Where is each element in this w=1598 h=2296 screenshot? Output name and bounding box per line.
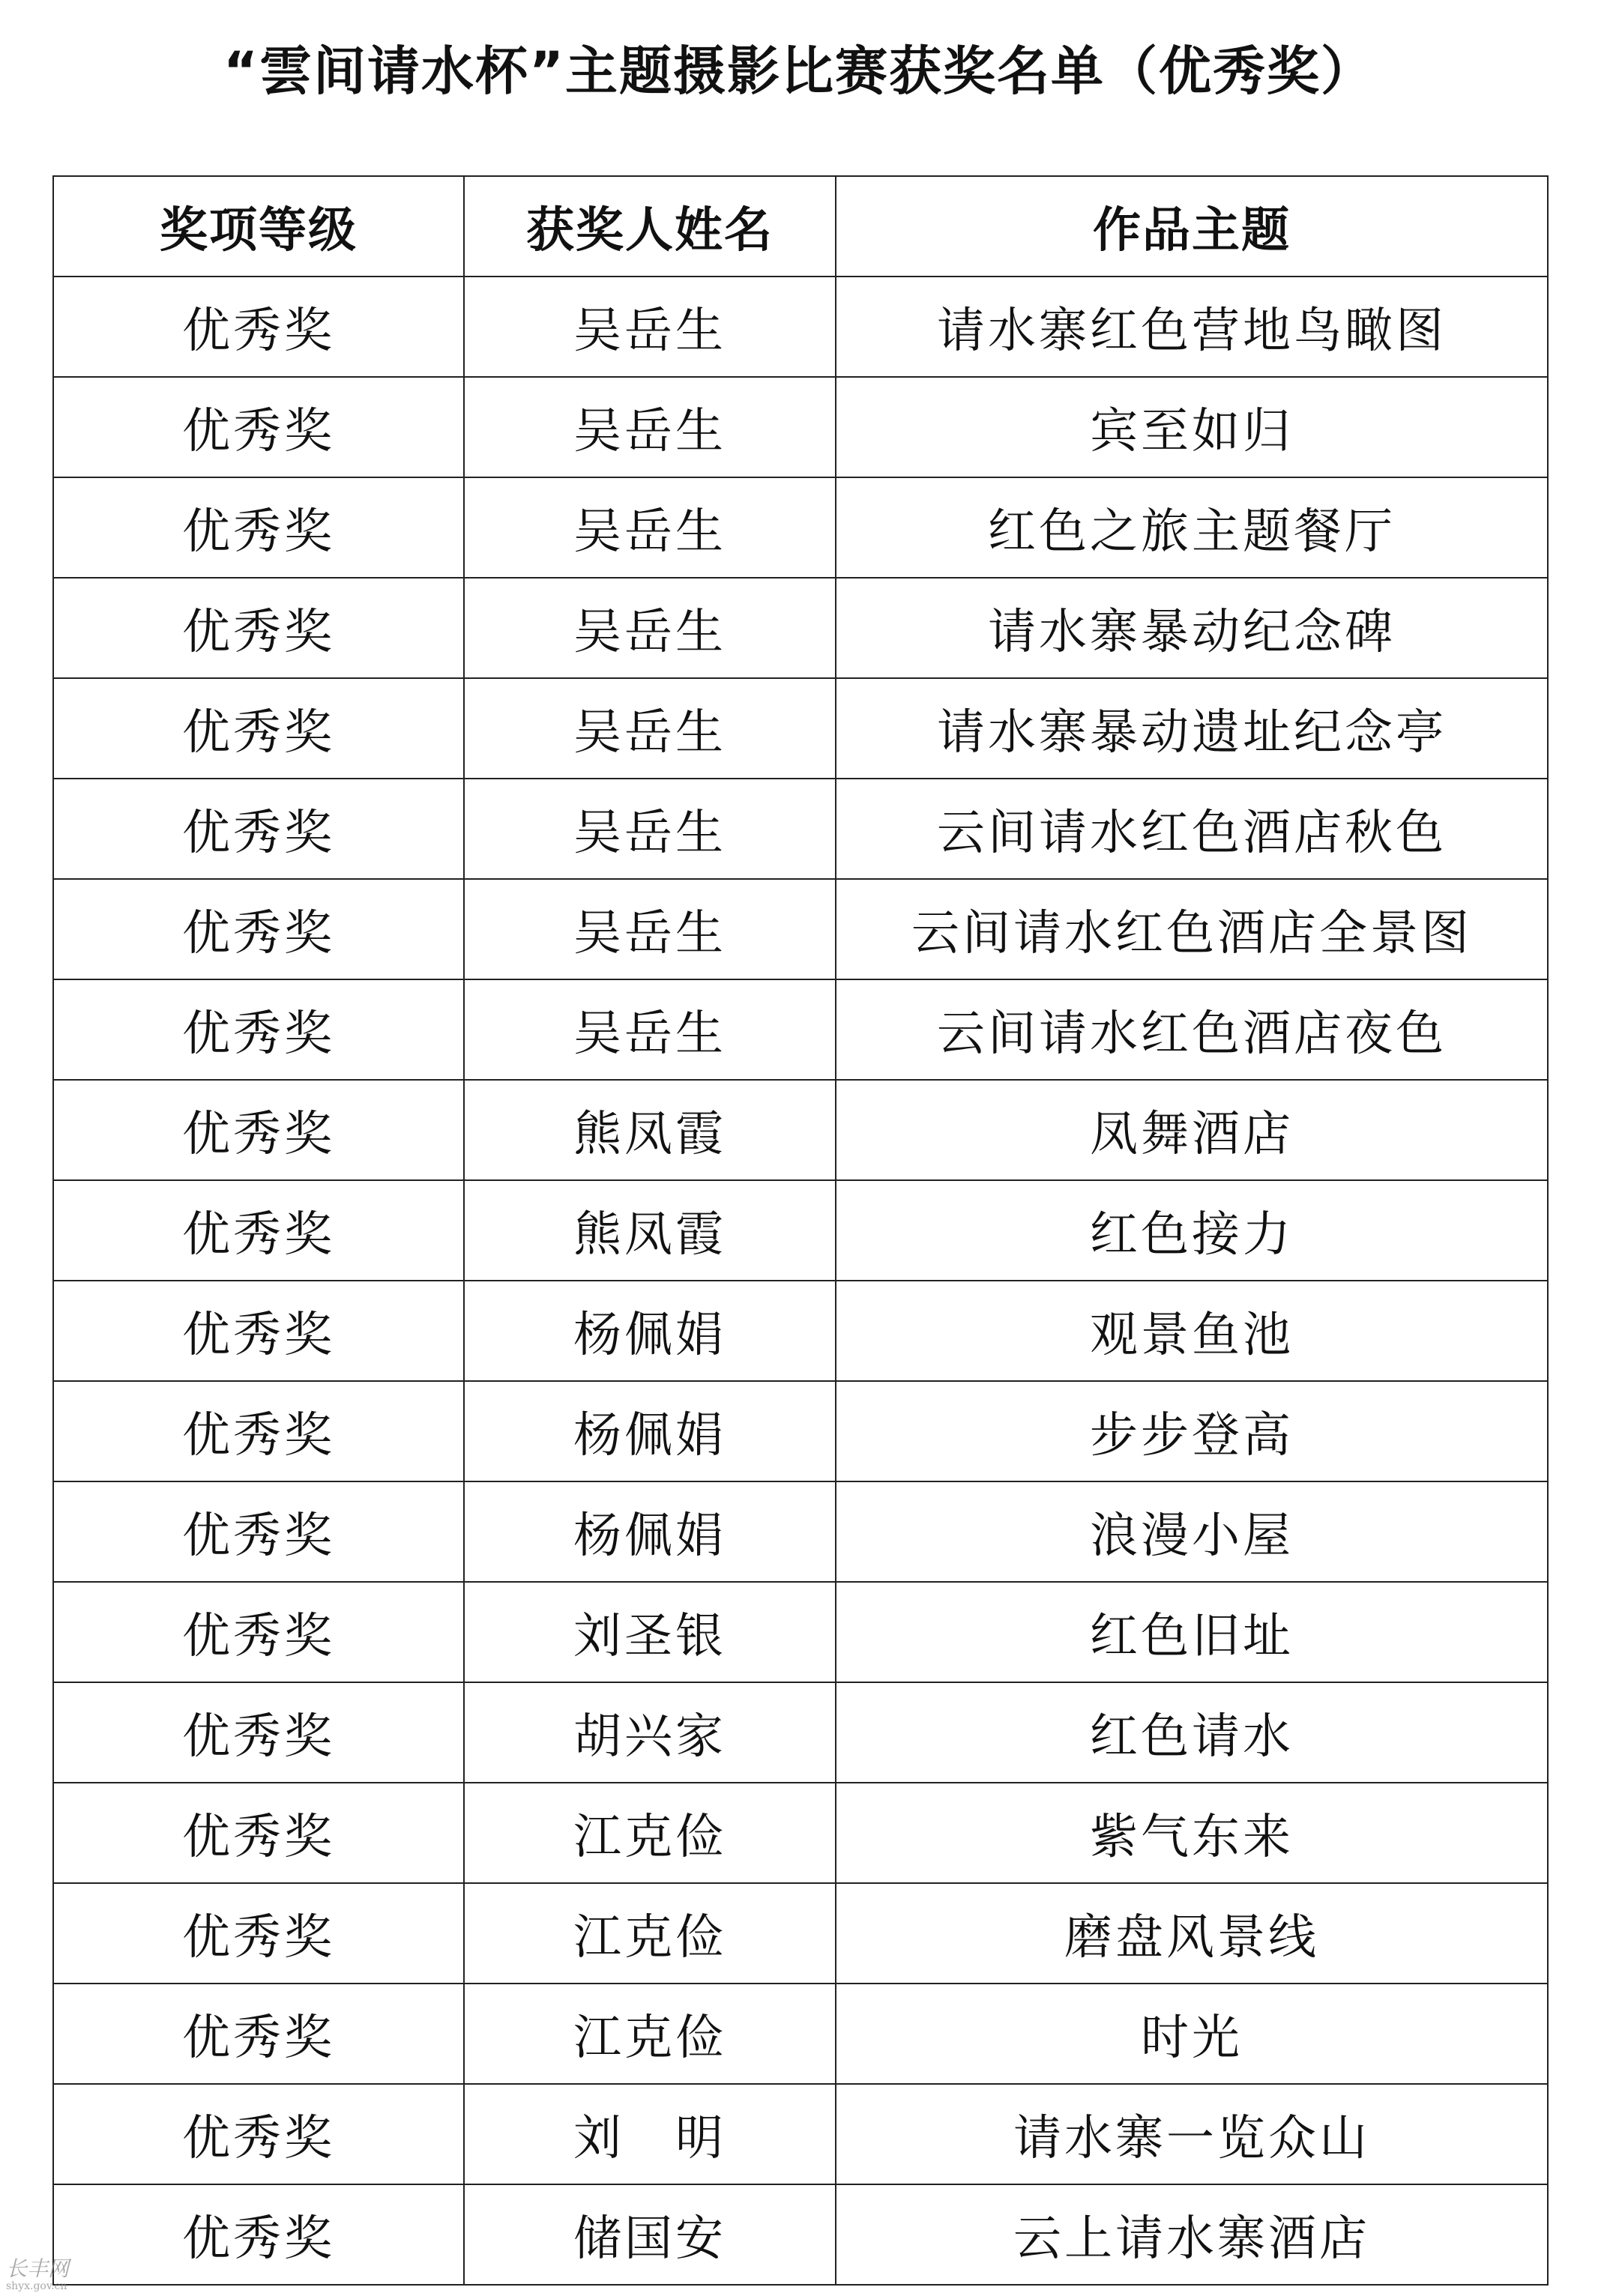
award-level-cell: 优秀奖 — [53, 1582, 464, 1682]
column-header-award-level: 奖项等级 — [53, 176, 464, 277]
table-row — [53, 277, 1548, 377]
column-header-work-theme: 作品主题 — [836, 176, 1548, 277]
table-row — [53, 779, 1548, 879]
work-theme-cell: 红色旧址 — [836, 1582, 1548, 1682]
winner-name-cell: 吴岳生 — [464, 477, 836, 578]
work-theme-cell: 请水寨暴动纪念碑 — [836, 578, 1548, 678]
winner-name-cell: 江克俭 — [464, 1783, 836, 1883]
winner-name-cell: 储国安 — [464, 2184, 836, 2285]
table-row — [53, 1180, 1548, 1281]
winner-name-cell: 熊凤霞 — [464, 1180, 836, 1281]
work-theme-cell: 云上请水寨酒店 — [836, 2184, 1548, 2285]
award-level-cell: 优秀奖 — [53, 1381, 464, 1481]
table-row — [53, 879, 1548, 979]
work-theme-cell: 时光 — [836, 1984, 1548, 2084]
work-theme-cell: 紫气东来 — [836, 1783, 1548, 1883]
award-level-cell: 优秀奖 — [53, 2084, 464, 2184]
winner-name-cell: 杨佩娟 — [464, 1281, 836, 1381]
award-level-cell: 优秀奖 — [53, 1682, 464, 1783]
table-row — [53, 477, 1548, 578]
table-row — [53, 1381, 1548, 1481]
award-level-cell: 优秀奖 — [53, 377, 464, 477]
table-row — [53, 2184, 1548, 2285]
winner-name-cell: 江克俭 — [464, 1984, 836, 2084]
award-level-cell: 优秀奖 — [53, 1180, 464, 1281]
work-theme-cell: 请水寨一览众山 — [836, 2084, 1548, 2184]
winner-name-cell: 吴岳生 — [464, 979, 836, 1080]
winner-name-cell: 吴岳生 — [464, 578, 836, 678]
award-list-table — [52, 175, 1549, 2286]
table-row — [53, 1984, 1548, 2084]
award-level-cell: 优秀奖 — [53, 879, 464, 979]
work-theme-cell: 浪漫小屋 — [836, 1481, 1548, 1582]
award-level-cell: 优秀奖 — [53, 979, 464, 1080]
award-level-cell: 优秀奖 — [53, 1281, 464, 1381]
winner-name-cell: 吴岳生 — [464, 779, 836, 879]
winner-name-cell: 熊凤霞 — [464, 1080, 836, 1180]
work-theme-cell: 观景鱼池 — [836, 1281, 1548, 1381]
award-level-cell: 优秀奖 — [53, 277, 464, 377]
work-theme-cell: 云间请水红色酒店全景图 — [836, 879, 1548, 979]
winner-name-cell: 杨佩娟 — [464, 1381, 836, 1481]
table-header-row — [53, 176, 1548, 277]
winner-name-cell: 刘 明 — [464, 2084, 836, 2184]
award-level-cell: 优秀奖 — [53, 2184, 464, 2285]
table-row — [53, 2084, 1548, 2184]
work-theme-cell: 红色请水 — [836, 1682, 1548, 1783]
award-level-cell: 优秀奖 — [53, 578, 464, 678]
table-row — [53, 1682, 1548, 1783]
table-row — [53, 578, 1548, 678]
winner-name-cell: 江克俭 — [464, 1883, 836, 1984]
work-theme-cell: 磨盘风景线 — [836, 1883, 1548, 1984]
award-level-cell: 优秀奖 — [53, 1080, 464, 1180]
work-theme-cell: 红色接力 — [836, 1180, 1548, 1281]
winner-name-cell: 吴岳生 — [464, 678, 836, 779]
watermark-logo: 长丰网 — [6, 2256, 70, 2281]
winner-name-cell: 吴岳生 — [464, 377, 836, 477]
table-row — [53, 979, 1548, 1080]
award-level-cell: 优秀奖 — [53, 1783, 464, 1883]
work-theme-cell: 红色之旅主题餐厅 — [836, 477, 1548, 578]
award-level-cell: 优秀奖 — [53, 1481, 464, 1582]
page-title: “雲间请水杯”主题摄影比赛获奖名单（优秀奖） — [223, 40, 1375, 102]
table-row — [53, 678, 1548, 779]
winner-name-cell: 吴岳生 — [464, 277, 836, 377]
work-theme-cell: 步步登高 — [836, 1381, 1548, 1481]
site-watermark — [6, 2256, 70, 2292]
winner-name-cell: 吴岳生 — [464, 879, 836, 979]
award-level-cell: 优秀奖 — [53, 779, 464, 879]
work-theme-cell: 宾至如归 — [836, 377, 1548, 477]
table-row — [53, 1481, 1548, 1582]
work-theme-cell: 请水寨红色营地鸟瞰图 — [836, 277, 1548, 377]
award-level-cell: 优秀奖 — [53, 1883, 464, 1984]
winner-name-cell: 胡兴家 — [464, 1682, 836, 1783]
column-header-winner-name: 获奖人姓名 — [464, 176, 836, 277]
winner-name-cell: 刘圣银 — [464, 1582, 836, 1682]
work-theme-cell: 云间请水红色酒店秋色 — [836, 779, 1548, 879]
winner-name-cell: 杨佩娟 — [464, 1481, 836, 1582]
table-row — [53, 1281, 1548, 1381]
award-level-cell: 优秀奖 — [53, 1984, 464, 2084]
table-row — [53, 1080, 1548, 1180]
table-row — [53, 377, 1548, 477]
award-level-cell: 优秀奖 — [53, 477, 464, 578]
table-row — [53, 1883, 1548, 1984]
work-theme-cell: 云间请水红色酒店夜色 — [836, 979, 1548, 1080]
table-row — [53, 1582, 1548, 1682]
work-theme-cell: 凤舞酒店 — [836, 1080, 1548, 1180]
award-level-cell: 优秀奖 — [53, 678, 464, 779]
watermark-url: shyx.gov.cn — [6, 2280, 67, 2292]
work-theme-cell: 请水寨暴动遗址纪念亭 — [836, 678, 1548, 779]
table-row — [53, 1783, 1548, 1883]
